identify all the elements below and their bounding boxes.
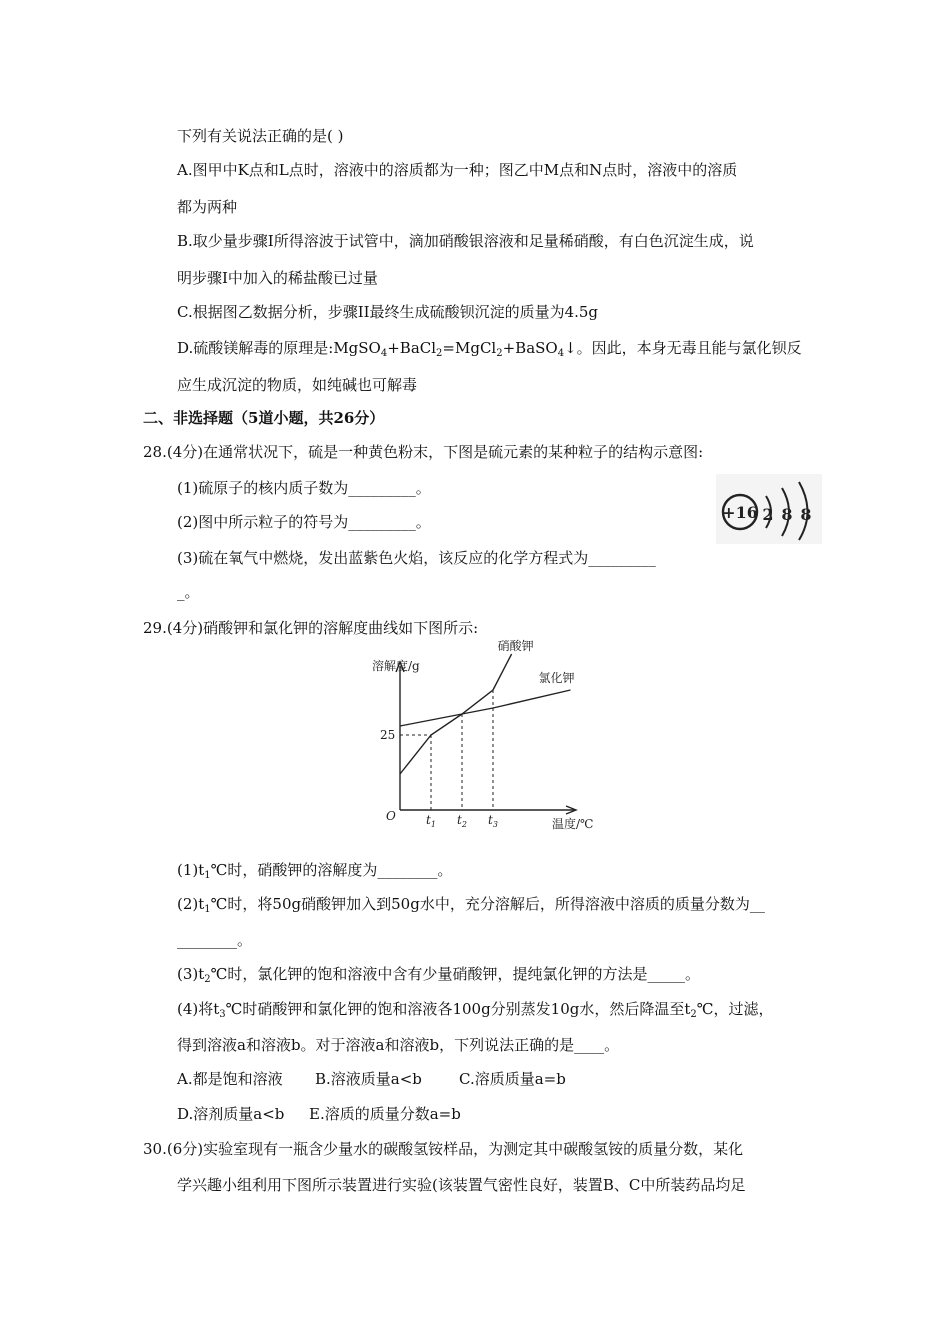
q29-part3 [177,964,700,984]
subscript: 1 [204,870,211,881]
q27-option-d-line2: 应生成沉淀的物质，如纯碱也可解毒 [177,376,418,394]
q29-option-e: E.溶质的质量分数a=b [309,1105,461,1123]
q29-option-c: C.溶质质量a=b [459,1070,566,1088]
series-label: 硝酸钾 [497,639,534,653]
formula-part: =MgCl [442,339,497,357]
subscript: 3 [219,1009,226,1020]
q29-part2 [177,894,765,914]
subscript: 1 [204,904,211,915]
q29-part4-line2: 得到溶液a和溶液b。对于溶液a和溶液b，下列说法正确的是____。 [177,1036,620,1054]
q28-part3-continued: _。 [177,583,200,601]
q27-option-c: C.根据图乙数据分析，步骤II最终生成硫酸钡沉淀的质量为4.5g [177,303,599,321]
q30-line2: 学兴趣小组利用下图所示装置进行实验(该装置气密性良好，装置B、C中所装药品均足 [177,1176,746,1194]
q30-stem: 30.(6分)实验室现有一瓶含少量水的碳酸氢铵样品，为测定其中碳酸氢铵的质量分数，某化 [143,1140,744,1158]
solubility-chart [362,639,624,840]
subscript: 4 [380,348,388,359]
y-tick-label: 25 [380,728,396,742]
shell-electron-count: 8 [800,505,812,524]
origin-label: O [386,809,396,823]
q29-option-a: A.都是饱和溶液 [177,1070,283,1088]
series-label: 氯化钾 [538,671,575,685]
section-heading: 二、非选择题（5道小题，共26分） [143,409,385,427]
x-tick-label: $t_3$ [488,813,498,829]
x-tick-label: $t_1$ [426,813,436,829]
q27-option-d-prefix: D.硫酸镁解毒的原理是:MgSO [177,339,381,357]
q28-part2: (2)图中所示粒子的符号为_________。 [177,513,431,531]
formula-part: +BaCl [387,339,437,357]
text: (2)t [177,895,205,913]
subscript: 4 [557,348,565,359]
text: (4)将t [177,1000,220,1018]
q28-stem: 28.(4分)在通常状况下，硫是一种黄色粉末，下图是硫元素的某种粒子的结构示意图: [143,443,704,461]
text: ℃，过滤， [696,1000,774,1018]
sulfur-ion-structure-diagram [716,474,822,544]
subscript: 2 [496,348,503,359]
text: (3)t [177,965,205,983]
text: ℃时硝酸钾和氯化钾的饱和溶液各100g分别蒸发10g水，然后降温至t [225,1000,691,1018]
chart-guides [400,690,493,810]
text: (1)t [177,861,205,879]
q27-option-d-line1 [177,338,802,358]
q27-option-b-line2: 明步骤I中加入的稀盐酸已过量 [177,269,378,287]
q27-option-d-suffix: ↓。因此，本身无毒且能与氯化钡反 [564,339,802,357]
x-axis-label: 温度/℃ [552,817,594,831]
q28-part1: (1)硫原子的核内质子数为_________。 [177,479,431,497]
text: ℃时，硝酸钾的溶解度为________。 [210,861,453,879]
formula-part: +BaSO [502,339,558,357]
q28-part3: (3)硫在氧气中燃烧，发出蓝紫色火焰，该反应的化学方程式为_________ [177,549,656,567]
q29-part1 [177,860,452,880]
text: ℃时，氯化钾的饱和溶液中含有少量硝酸钾，提纯氯化钾的方法是_____。 [210,965,700,983]
q27-option-a-line2: 都为两种 [177,198,238,216]
subscript: 2 [436,348,443,359]
q29-part4 [177,999,774,1019]
q29-part2-continued: ________。 [177,931,253,949]
q27-option-a-line1: A.图甲中K点和L点时，溶液中的溶质都为一种；图乙中M点和N点时，溶液中的溶质 [177,161,738,179]
y-axis-label: 溶解度/g [372,659,420,673]
subscript: 2 [690,1009,697,1020]
q29-stem: 29.(4分)硝酸钾和氯化钾的溶解度曲线如下图所示: [143,619,479,637]
q27-option-b-line1: B.取少量步骤I所得溶波于试管中，滴加硝酸银溶液和足量稀硝酸，有白色沉淀生成，说 [177,232,754,250]
shell-electron-count: 8 [781,505,793,524]
nucleus-label: +16 [722,503,758,522]
shell-electron-count: 2 [762,505,774,524]
q29-option-d: D.溶剂质量a<b [177,1105,285,1123]
q29-option-b: B.溶液质量a<b [315,1070,422,1088]
q27-stem: 下列有关说法正确的是( ) [177,127,344,145]
x-tick-label: $t_2$ [457,813,467,829]
subscript: 2 [204,974,211,985]
text: ℃时，将50g硝酸钾加入到50g水中，充分溶解后，所得溶液中溶质的质量分数为__ [210,895,765,913]
